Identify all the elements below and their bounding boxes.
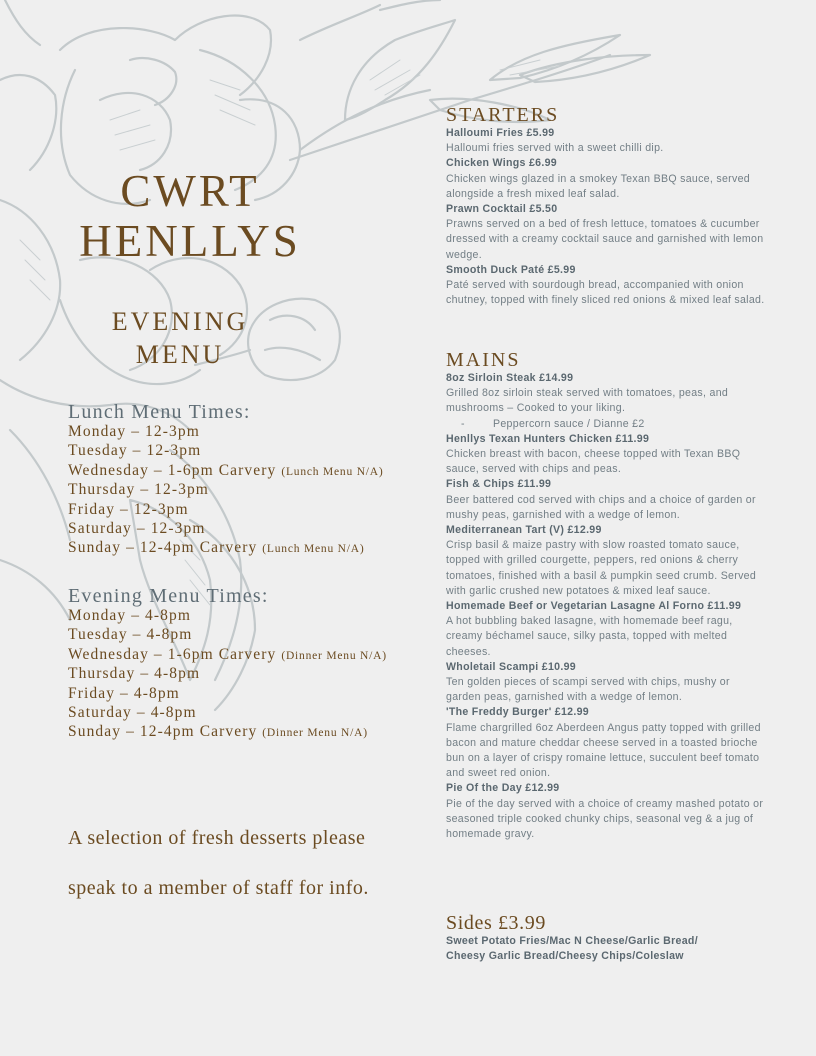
hours-note: (Lunch Menu N/A) [281, 465, 384, 478]
lunch-hours-row [68, 520, 428, 539]
restaurant-name-line2: HENLLYS [79, 216, 301, 266]
menu-item-description: A hot bubbling baked lasagne, with homemade beef ragu, creamy béchamel sauce, silky pasta, topped with melted cheeses. [446, 615, 733, 658]
restaurant-name [60, 166, 320, 266]
hours-text: Thursday – 4-8pm [68, 665, 201, 683]
hours-text: Sunday – 12-4pm Carvery [68, 539, 263, 557]
lunch-hours-row [68, 501, 428, 520]
menu-type-line2: MENU [135, 340, 225, 369]
hours-text: Wednesday – 1-6pm Carvery [68, 461, 282, 479]
evening-hours-row [68, 723, 428, 742]
menu-item [446, 126, 766, 156]
menu-item [446, 705, 766, 781]
hours-text: Monday – 4-8pm [68, 607, 192, 624]
hours-text: Saturday – 12-3pm [68, 520, 206, 538]
sides-section [446, 912, 766, 964]
menu-type-line1: EVENING [111, 307, 249, 336]
menu-item-name: Chicken Wings £6.99 [446, 157, 557, 170]
mains-heading: MAINS [446, 349, 521, 371]
lunch-hours-row [68, 481, 428, 500]
lunch-hours-row [68, 462, 428, 481]
evening-hours-row [68, 685, 428, 704]
menu-item-name: Wholetail Scampi £10.99 [446, 660, 576, 673]
menu-item-description: Paté served with sourdough bread, accompanied with onion chutney, topped with finely sliced red onions & mixed leaf salad. [446, 279, 765, 307]
menu-item [446, 263, 766, 309]
lunch-hours-row [68, 442, 428, 461]
menu-item-description: Pie of the day served with a choice of creamy mashed potato or seasoned triple cooked chunky chips, seasonal veg & a jug of homemade gravy. [446, 797, 764, 841]
mains-section [446, 349, 766, 842]
menu-item-name: Henllys Texan Hunters Chicken £11.99 [446, 432, 650, 445]
evening-hours-row [68, 646, 428, 665]
menu-item-name: 8oz Sirloin Steak £14.99 [446, 372, 574, 384]
hours-text: Friday – 12-3pm [68, 500, 189, 518]
menu-item [446, 371, 766, 432]
hours-text: Tuesday – 4-8pm [68, 626, 193, 644]
lunch-hours-section [68, 400, 428, 559]
menu-item-name: Homemade Beef or Vegetarian Lasagne Al Forno £11.99 [446, 600, 742, 613]
hours-text: Tuesday – 12-3pm [68, 442, 202, 460]
bullet-dash: - [461, 417, 465, 430]
menu-item-name: Halloumi Fries £5.99 [446, 127, 555, 139]
evening-hours-row [68, 704, 428, 723]
lunch-hours-row [68, 539, 428, 558]
addon-text: Peppercorn sauce / Dianne £2 [493, 417, 645, 430]
menu-item-name: 'The Freddy Burger' £12.99 [446, 706, 589, 719]
menu-item [446, 523, 766, 599]
menu-item-description: Prawns served on a bed of fresh lettuce, tomatoes & cucumber dressed with a creamy cocktail sauce and garnished with lemon wedge. [446, 218, 764, 261]
menu-item-name: Mediterranean Tart (V) £12.99 [446, 524, 602, 537]
menu-item-description: Beer battered cod served with chips and a choice of garden or mushy peas, garnished with a wedge of lemon. [446, 493, 756, 521]
evening-hours-heading: Evening Menu Times: [68, 585, 269, 607]
hours-note: (Lunch Menu N/A) [262, 543, 365, 556]
starters-section [446, 104, 766, 308]
menu-item-addon [446, 417, 766, 432]
menu-item [446, 781, 766, 842]
menu-item [446, 432, 766, 478]
menu-item-description: Ten golden pieces of scampi served with chips, mushy or garden peas, garnished with a wedge of lemon. [446, 676, 730, 704]
menu-item-description: Flame chargrilled 6oz Aberdeen Angus patty topped with grilled bacon and mature cheddar cheese served in a toasted brioche bun on a layer of crispy romaine lettuce, succulent beef tomato and sweet red onion. [446, 721, 761, 780]
menu-item [446, 202, 766, 263]
menu-item-description: Crisp basil & maize pastry with slow roasted tomato sauce, topped with grilled courgette, peppers, red onions & cherry tomatoes, finished with a basil & pumpkin seed crumb. Served with garlic crushed new potatoes & mixed leaf sauce. [446, 539, 757, 597]
menu-item [446, 599, 766, 660]
evening-hours-row [68, 665, 428, 684]
lunch-hours-row [68, 423, 428, 442]
desserts-note [68, 813, 428, 913]
restaurant-name-line1: CWRT [120, 166, 260, 216]
menu-item-description: Grilled 8oz sirloin steak served with tomatoes, peas, and mushrooms – Cooked to your liking. [446, 387, 729, 415]
lunch-hours-heading: Lunch Menu Times: [68, 401, 251, 423]
evening-hours-section [68, 584, 428, 743]
hours-text: Wednesday – 1-6pm Carvery [68, 645, 282, 663]
menu-item-description: Halloumi fries served with a sweet chilli dip. [446, 142, 664, 155]
menu-item-name: Pie Of the Day £12.99 [446, 782, 560, 795]
menu-item-description: Chicken wings glazed in a smokey Texan BBQ sauce, served alongside a fresh mixed leaf salad. [446, 172, 750, 200]
evening-hours-row [68, 607, 428, 626]
desserts-note-line1: A selection of fresh desserts please [68, 827, 366, 849]
sides-heading: Sides £3.99 [446, 912, 546, 934]
hours-text: Monday – 12-3pm [68, 423, 200, 440]
evening-hours-row [68, 626, 428, 645]
menu-item [446, 660, 766, 706]
menu-type-title [70, 305, 290, 371]
hours-note: (Dinner Menu N/A) [262, 727, 368, 740]
hours-text: Thursday – 12-3pm [68, 481, 209, 499]
hours-text: Sunday – 12-4pm Carvery [68, 723, 263, 741]
menu-item-name: Fish & Chips £11.99 [446, 478, 552, 491]
starters-heading: STARTERS [446, 104, 560, 126]
desserts-note-line2: speak to a member of staff for info. [68, 877, 369, 899]
hours-note: (Dinner Menu N/A) [281, 649, 387, 662]
menu-item [446, 156, 766, 202]
menu-item-description: Chicken breast with bacon, cheese topped with Texan BBQ sauce, served with chips and peas. [446, 448, 741, 476]
sides-list-line2: Cheesy Garlic Bread/Cheesy Chips/Coleslaw [446, 950, 684, 963]
menu-item-name: Smooth Duck Paté £5.99 [446, 263, 576, 276]
hours-text: Saturday – 4-8pm [68, 704, 197, 722]
menu-item [446, 477, 766, 523]
menu-item-name: Prawn Cocktail £5.50 [446, 203, 558, 216]
sides-list-line1: Sweet Potato Fries/Mac N Cheese/Garlic Bread/ [446, 935, 698, 947]
hours-text: Friday – 4-8pm [68, 684, 180, 702]
